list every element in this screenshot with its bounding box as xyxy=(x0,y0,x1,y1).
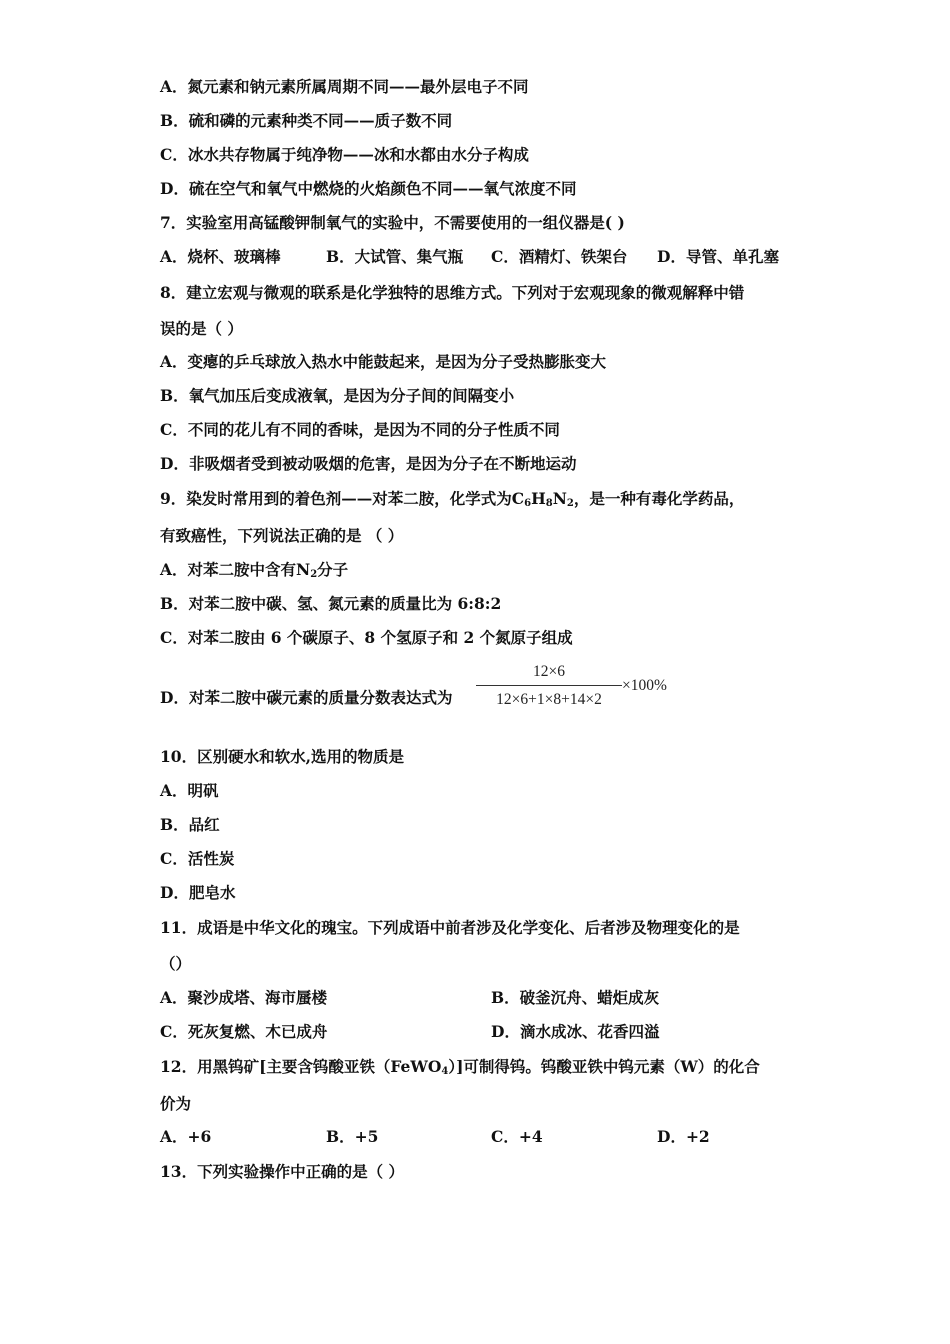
q6-option-c: C．冰水共存物属于纯净物——冰和水都由水分子构成 xyxy=(160,145,529,164)
q9-formula: $C_6H_8N_2$ xyxy=(511,489,574,509)
q7-option-b: B．大试管、集气瓶 xyxy=(326,247,464,266)
q9-option-d: D．对苯二胺中碳元素的质量分数表达式为 xyxy=(160,688,453,707)
q7-option-c: C．酒精灯、铁架台 xyxy=(491,247,628,266)
q6-option-a: A．氮元素和钠元素所属周期不同——最外层电子不同 xyxy=(160,77,529,96)
q8-option-c: C．不同的花儿有不同的香味，是因为不同的分子性质不同 xyxy=(160,420,560,439)
q12-stem-line1: 12．用黑钨矿[主要含钨酸亚铁（FeWO$_4$）]可制得钨。钨酸亚铁中钨元素（W）的化合 xyxy=(160,1057,760,1077)
q11-stem-line1: 11．成语是中华文化的瑰宝。下列成语中前者涉及化学变化、后者涉及物理变化的是 xyxy=(160,918,740,937)
q13-stem: 13．下列实验操作中正确的是（ ） xyxy=(160,1162,404,1181)
q10-option-c: C．活性炭 xyxy=(160,849,235,868)
q9-option-c: C．对苯二胺由 6 个碳原子、8 个氢原子和 2 个氮原子组成 xyxy=(160,628,573,647)
q12-option-c: C．+4 xyxy=(491,1127,543,1146)
q6-option-b: B．硫和磷的元素种类不同——质子数不同 xyxy=(160,111,453,130)
q8-option-d: D．非吸烟者受到被动吸烟的危害，是因为分子在不断地运动 xyxy=(160,454,577,473)
q7-option-a: A．烧杯、玻璃棒 xyxy=(160,247,281,266)
q9-fraction xyxy=(476,661,622,711)
fraction-bar xyxy=(476,685,622,686)
q9-option-b: B．对苯二胺中碳、氢、氮元素的质量比为 6:8:2 xyxy=(160,594,502,613)
q12-option-a: A．+6 xyxy=(160,1127,212,1146)
q12-stem-line2: 价为 xyxy=(160,1094,192,1113)
q6-option-d: D．硫在空气和氧气中燃烧的火焰颜色不同——氧气浓度不同 xyxy=(160,179,577,198)
q8-stem-line1: 8．建立宏观与微观的联系是化学独特的思维方式。下列对于宏观现象的微观解释中错 xyxy=(160,283,745,302)
q10-option-b: B．品红 xyxy=(160,815,220,834)
q7-stem: 7．实验室用高锰酸钾制氧气的实验中，不需要使用的一组仪器是( ) xyxy=(160,213,625,232)
q8-option-b: B．氧气加压后变成液氧，是因为分子间的间隔变小 xyxy=(160,386,515,405)
q7-option-d: D．导管、单孔塞 xyxy=(657,247,779,266)
q11-option-c: C．死灰复燃、木已成舟 xyxy=(160,1022,328,1041)
q9-stem-post: ，是一种有毒化学药品， xyxy=(573,489,745,508)
q10-option-d: D．肥皂水 xyxy=(160,883,236,902)
q12-option-d: D．+2 xyxy=(657,1127,710,1146)
q8-option-a: A．变瘪的乒乓球放入热水中能鼓起来，是因为分子受热膨胀变大 xyxy=(160,352,607,371)
q11-option-d: D．滴水成冰、花香四溢 xyxy=(491,1022,660,1041)
q11-stem-line2: （） xyxy=(160,954,192,973)
q8-stem-line2: 误的是（ ） xyxy=(160,319,243,338)
q9-times-percent: ×100% xyxy=(622,677,667,694)
fraction-denominator: 12×6+1×8+14×2 xyxy=(496,691,602,708)
q9-stem-pre: 9．染发时常用到的着色剂——对苯二胺，化学式为 xyxy=(160,489,512,508)
fraction-numerator: 12×6 xyxy=(533,663,565,680)
q9-stem-line1 xyxy=(160,489,744,509)
q11-option-a: A．聚沙成塔、海市蜃楼 xyxy=(160,988,328,1007)
q10-stem: 10．区别硬水和软水,选用的物质是 xyxy=(160,747,404,766)
q10-option-a: A．明矾 xyxy=(160,781,219,800)
q12-option-b: B．+5 xyxy=(326,1127,379,1146)
q11-option-b: B．破釜沉舟、蜡炬成灰 xyxy=(491,988,660,1007)
q9-stem-line2: 有致癌性，下列说法正确的是 （ ） xyxy=(160,526,404,545)
q9-option-a: A．对苯二胺中含有$N_2$分子 xyxy=(160,560,349,580)
